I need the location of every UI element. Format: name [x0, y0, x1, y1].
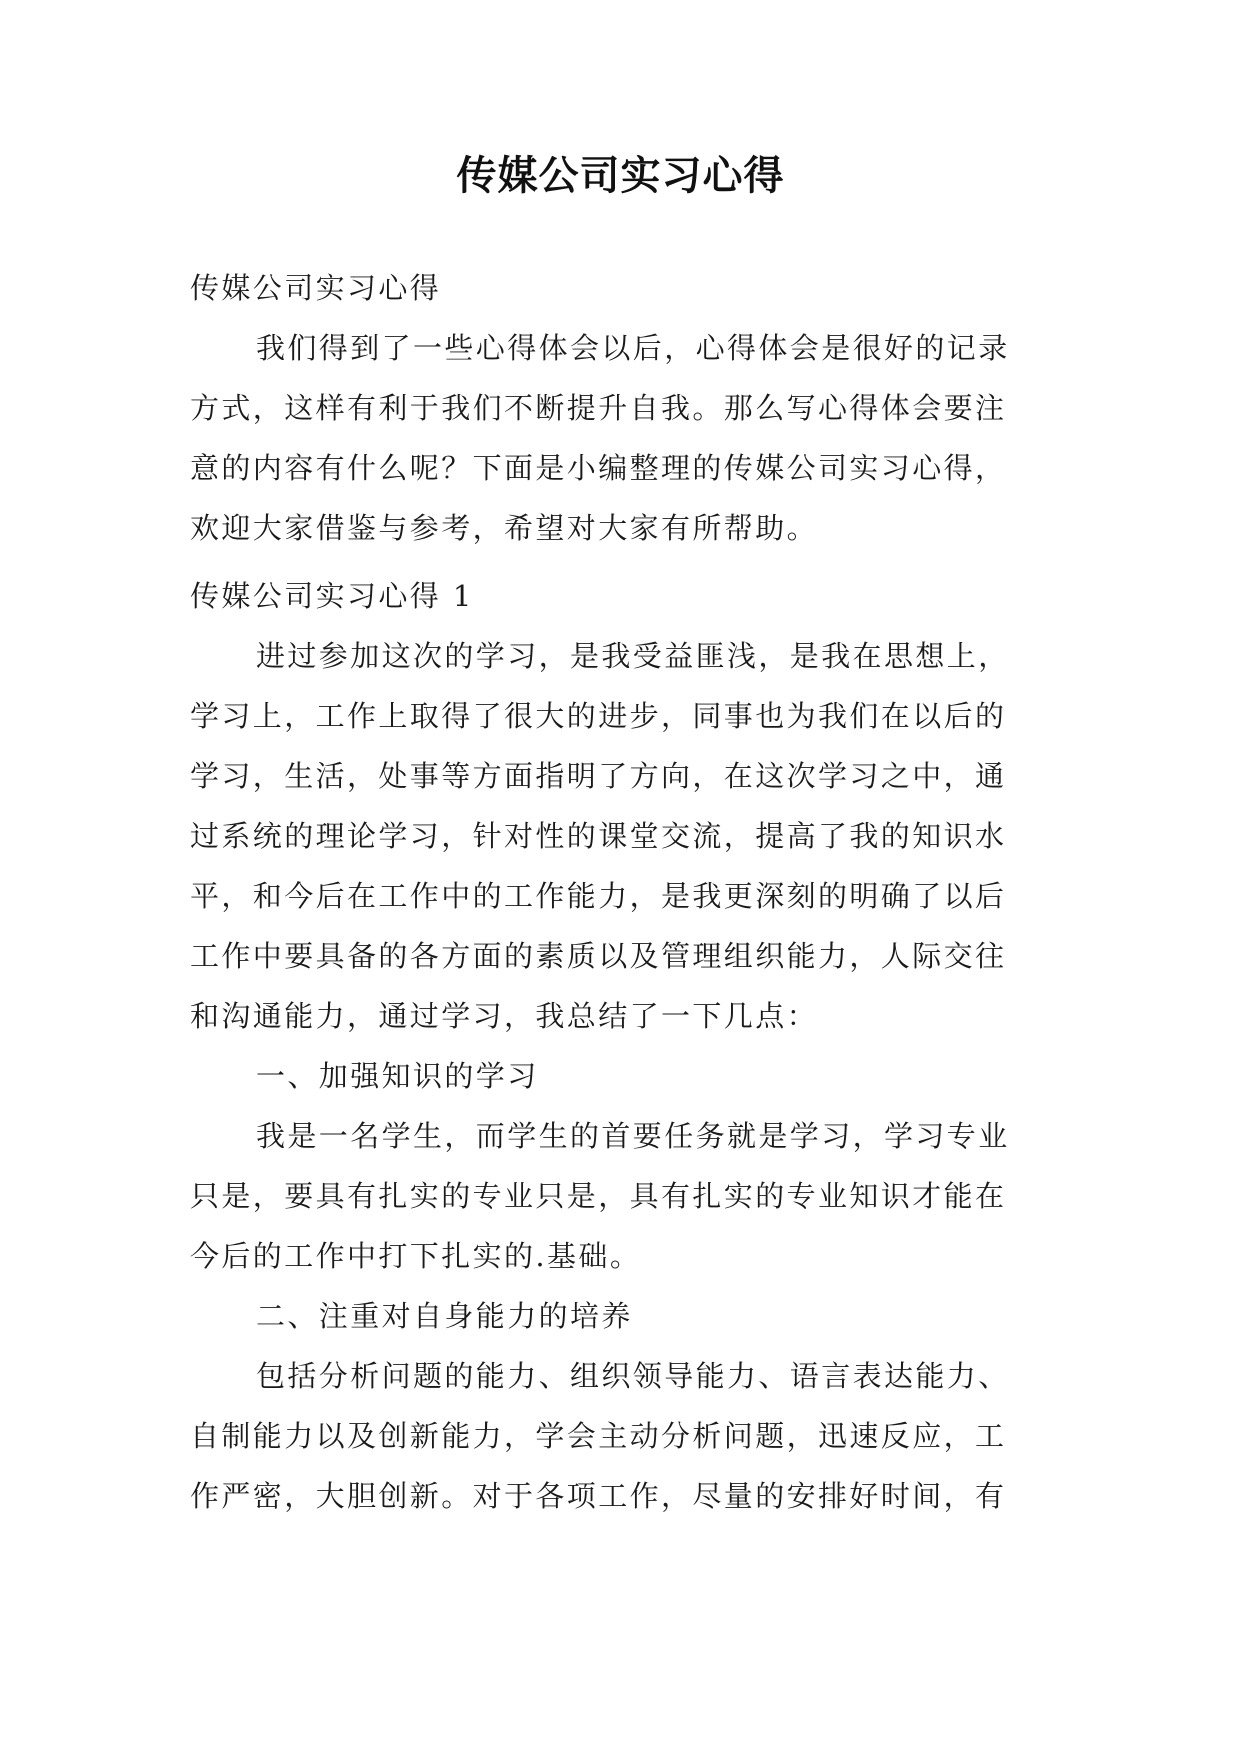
document-body: [190, 258, 1050, 558]
section-heading-1: 传媒公司实习心得 1: [190, 579, 474, 613]
paragraph-line: 平，和今后在工作中的工作能力，是我更深刻的明确了以后: [190, 879, 1007, 913]
paragraph-line: 过系统的理论学习，针对性的课堂交流，提高了我的知识水: [190, 819, 1007, 853]
section-heading-intro: 传媒公司实习心得: [190, 271, 442, 305]
paragraph-line: 今后的工作中打下扎实的.基础。: [190, 1239, 642, 1273]
point-heading-1: 一、加强知识的学习: [256, 1059, 539, 1093]
paragraph-line: 工作中要具备的各方面的素质以及管理组织能力，人际交往: [190, 939, 1007, 973]
paragraph-line: 只是，要具有扎实的专业只是，具有扎实的专业知识才能在: [190, 1179, 1007, 1213]
paragraph-line: 自制能力以及创新能力，学会主动分析问题，迅速反应，工: [190, 1419, 1007, 1453]
paragraph-line: 包括分析问题的能力、组织领导能力、语言表达能力、: [256, 1359, 1010, 1393]
paragraph-line: 欢迎大家借鉴与参考，希望对大家有所帮助。: [190, 511, 819, 545]
paragraph-line: 和沟通能力，通过学习，我总结了一下几点：: [190, 999, 819, 1033]
document-section-1: [190, 566, 1050, 1526]
point-heading-2: 二、注重对自身能力的培养: [256, 1299, 633, 1333]
paragraph-line: 作严密，大胆创新。对于各项工作，尽量的安排好时间，有: [190, 1479, 1007, 1513]
paragraph-line: 我是一名学生，而学生的首要任务就是学习，学习专业: [256, 1119, 1010, 1153]
paragraph-line: 学习上，工作上取得了很大的进步，同事也为我们在以后的: [190, 699, 1007, 733]
document-title: 传媒公司实习心得: [456, 152, 785, 199]
paragraph-line: 意的内容有什么呢？下面是小编整理的传媒公司实习心得，: [190, 451, 1007, 485]
paragraph-line: 我们得到了一些心得体会以后，心得体会是很好的记录: [256, 331, 1010, 365]
paragraph-line: 方式，这样有利于我们不断提升自我。那么写心得体会要注: [190, 391, 1007, 425]
paragraph-line: 学习，生活，处事等方面指明了方向，在这次学习之中，通: [190, 759, 1007, 793]
paragraph-line: 进过参加这次的学习，是我受益匪浅，是我在思想上，: [256, 639, 1010, 673]
